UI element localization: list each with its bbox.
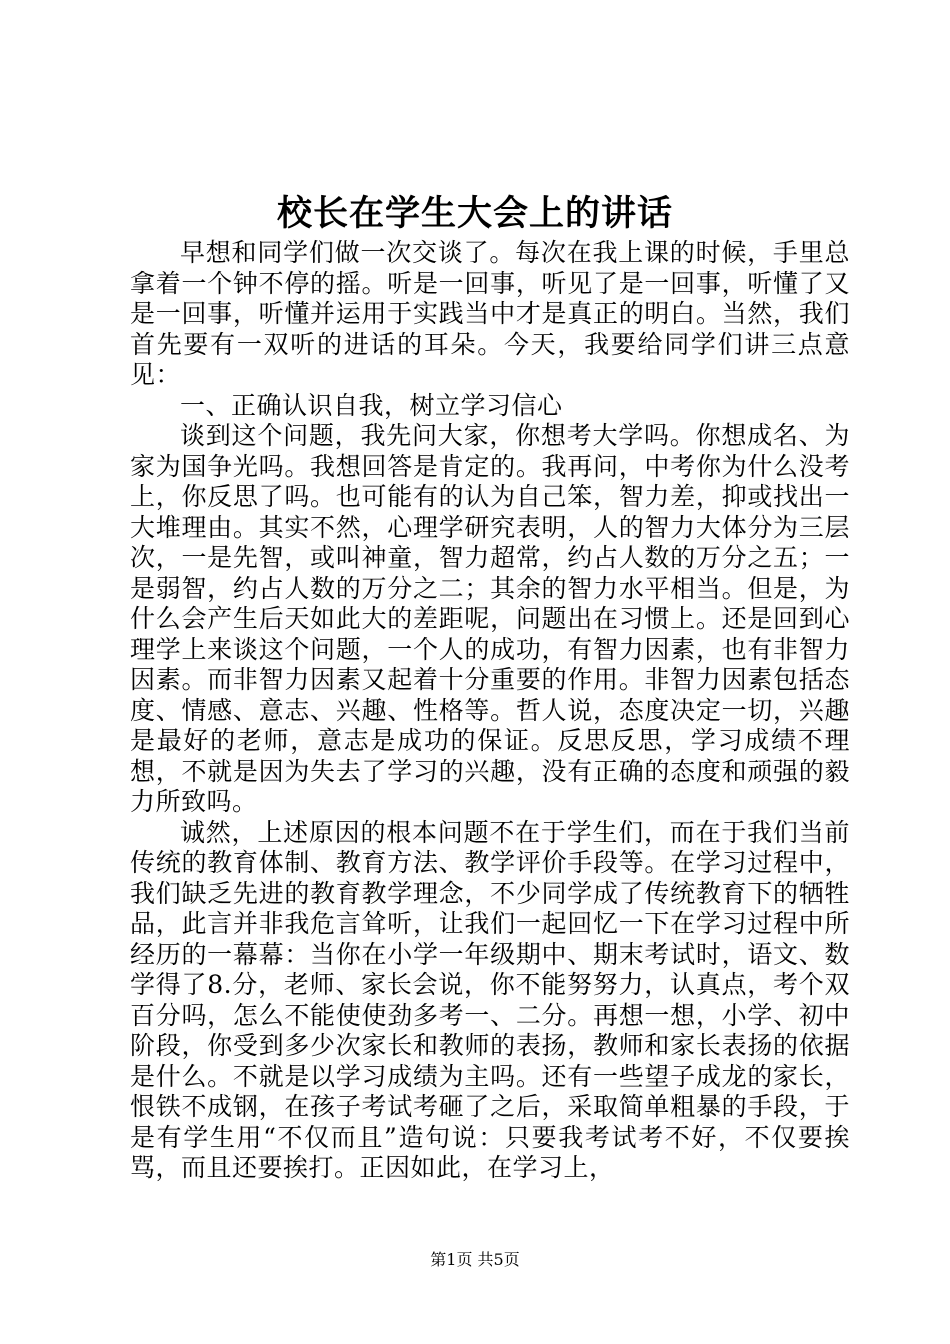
paragraph-intro: 早想和同学们做一次交谈了。每次在我上课的时候，手里总拿着一个钟不停的摇。听是一回事，听见了是一回事，听懂了又是一回事，听懂并运用于实践当中才是真正的明白。当然，我们首先要有一双听的进话的耳朵。今天，我要给同学们讲三点意见： <box>130 238 850 389</box>
page-footer: 第1页 共5页 <box>430 1250 520 1269</box>
section-heading: 一、正确认识自我，树立学习信心 <box>180 390 563 420</box>
paragraph-self-awareness: 谈到这个问题，我先问大家，你想考大学吗。你想成名、为家为国争光吗。我想回答是肯定的。我再问，中考你为什么没考上，你反思了吗。也可能有的认为自己笨，智力差，抑或找出一大堆理由。其实不然，心理学研究表明，人的智力大体分为三层次，一是先智，或叫神童，智力超常，约占人数的万分之五；一是弱智，约占人数的万分之二；其余的智力水平相当。但是，为什么会产生后天如此大的差距呢，问题出在习惯上。还是回到心理学上来谈这个问题，一个人的成功，有智力因素，也有非智力因素。而非智力因素又起着十分重要的作用。非智力因素包括态度、情感、意志、兴趣、性格等。哲人说，态度决定一切，兴趣是最好的老师，意志是成功的保证。反思反思，学习成绩不理想，不就是因为失去了学习的兴趣，没有正确的态度和顽强的毅力所致吗。 <box>130 421 850 816</box>
document-title: 校长在学生大会上的讲话 <box>276 193 673 234</box>
document-body <box>130 238 850 1184</box>
paragraph-education-system: 诚然，上述原因的根本问题不在于学生们，而在于我们当前传统的教育体制、教育方法、教学评价手段等。在学习过程中，我们缺乏先进的教育教学理念，不少同学成了传统教育下的牺牲品，此言并非我危言耸听，让我们一起回忆一下在学习过程中所经历的一幕幕：当你在小学一年级期中、期末考试时，语文、数学得了8.分，老师、家长会说，你不能努努力，认真点，考个双百分吗，怎么不能使使劲多考一、二分。再想一想，小学、初中阶段，你受到多少次家长和教师的表扬，教师和家长表扬的依据是什么。不就是以学习成绩为主吗。还有一些望子成龙的家长，恨铁不成钢，在孩子考试考砸了之后，采取简单粗暴的手段，于是有学生用“不仅而且”造句说：只要我考试考不好，不仅要挨骂，而且还要挨打。正因如此，在学习上， <box>130 817 850 1182</box>
